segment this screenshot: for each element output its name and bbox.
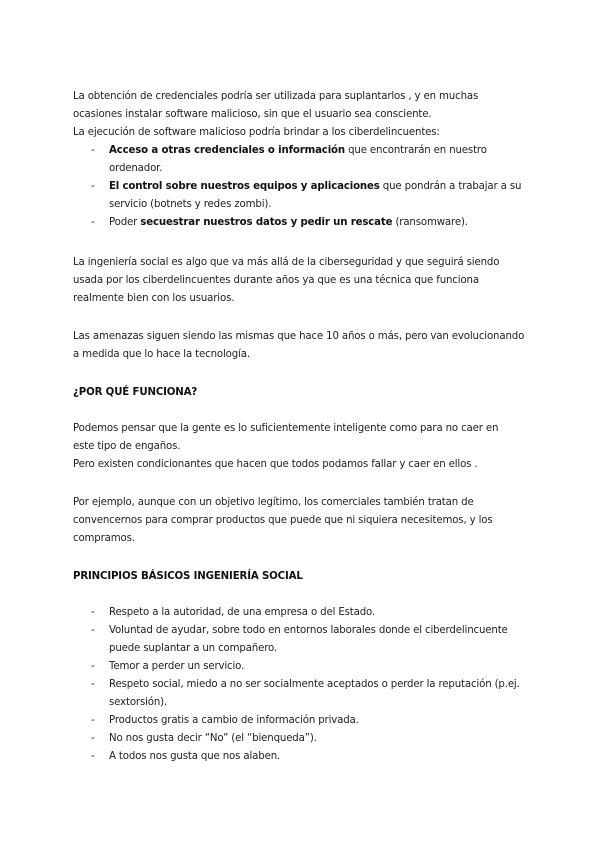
bullet-dash: - (91, 733, 95, 744)
list-item (91, 178, 541, 214)
section-heading (73, 568, 543, 586)
text-line: realmente bien con los usuarios. (73, 293, 235, 304)
bullet-dash: - (91, 181, 95, 192)
item-continuation: servicio (botnets y redes zombi). (109, 199, 272, 210)
example-paragraph (73, 494, 543, 548)
list-item (91, 658, 541, 676)
text-line: convencernos para comprar productos que puede que ni siquiera necesitemos, y los (73, 515, 493, 526)
list-item (91, 622, 541, 658)
list-item (91, 604, 541, 622)
bullet-dash: - (91, 679, 95, 690)
item-text: que pondrán a trabajar a su (379, 181, 522, 192)
text-line: Pero existen condicionantes que hacen que todos podamos fallar y caer en ellos . (73, 459, 478, 470)
bold-text: Acceso a otras credenciales o información (109, 145, 345, 156)
text-line: usada por los ciberdelincuentes durante años ya que es una técnica que funciona (73, 275, 479, 286)
list-item (91, 676, 541, 712)
text-line: Podemos pensar que la gente es lo suficientemente inteligente como para no caer en (73, 423, 499, 434)
item-text: Respeto a la autoridad, de una empresa o del Estado. (109, 607, 376, 618)
item-text: Productos gratis a cambio de información privada. (109, 715, 359, 726)
why-paragraph (73, 420, 543, 474)
heading-basic-principles: PRINCIPIOS BÁSICOS INGENIERÍA SOCIAL (73, 571, 303, 582)
bullet-dash: - (91, 607, 95, 618)
bullet-dash: - (91, 715, 95, 726)
social-engineering-paragraph (73, 254, 543, 308)
text-line: a medida que lo hace la tecnología. (73, 349, 250, 360)
item-continuation: puede suplantar a un compañero. (109, 643, 278, 654)
item-text: (ransomware). (392, 217, 468, 228)
threats-paragraph (73, 328, 543, 364)
bold-text: El control sobre nuestros equipos y aplicaciones (109, 181, 380, 192)
text-line: este tipo de engaños. (73, 441, 181, 452)
item-text: Respeto social, miedo a no ser socialmente aceptados o perder la reputación (p.ej. (109, 679, 520, 690)
bullet-dash: - (91, 661, 95, 672)
list-item (91, 142, 541, 178)
bullet-dash: - (91, 625, 95, 636)
heading-why-it-works: ¿POR QUÉ FUNCIONA? (73, 387, 198, 398)
text-line: Las amenazas siguen siendo las mismas que hace 10 años o más, pero van evolucionando (73, 331, 525, 342)
item-continuation: ordenador. (109, 163, 163, 174)
text-line: ocasiones instalar software malicioso, sin que el usuario sea consciente. (73, 109, 432, 120)
item-text: Voluntad de ayudar, sobre todo en entornos laborales donde el ciberdelincuente (109, 625, 508, 636)
bullet-dash: - (91, 751, 95, 762)
bold-text: secuestrar nuestros datos y pedir un rescate (140, 217, 393, 228)
bullet-dash: - (91, 217, 95, 228)
text-line: compramos. (73, 533, 135, 544)
item-text: A todos nos gusta que nos alaben. (109, 751, 281, 762)
section-heading (73, 384, 543, 402)
list-item (91, 730, 541, 748)
text-line: Por ejemplo, aunque con un objetivo legítimo, los comerciales también tratan de (73, 497, 474, 508)
item-text: que encontrarán en nuestro (345, 145, 487, 156)
bullet-dash: - (91, 145, 95, 156)
intro-paragraph (73, 88, 543, 142)
consequences-list (91, 142, 541, 232)
principles-list (91, 604, 541, 766)
text-line: La obtención de credenciales podría ser utilizada para suplantarlos , y en muchas (73, 91, 479, 102)
item-text: Temor a perder un servicio. (109, 661, 245, 672)
list-item (91, 748, 541, 766)
item-text: Poder (109, 217, 141, 228)
item-continuation: sextorsión). (109, 697, 168, 708)
list-item (91, 214, 541, 232)
text-line: La ejecución de software malicioso podría brindar a los ciberdelincuentes: (73, 127, 440, 138)
item-text: No nos gusta decir “No” (el “bienqueda”). (109, 733, 317, 744)
list-item (91, 712, 541, 730)
text-line: La ingeniería social es algo que va más allá de la ciberseguridad y que seguirá siendo (73, 257, 500, 268)
